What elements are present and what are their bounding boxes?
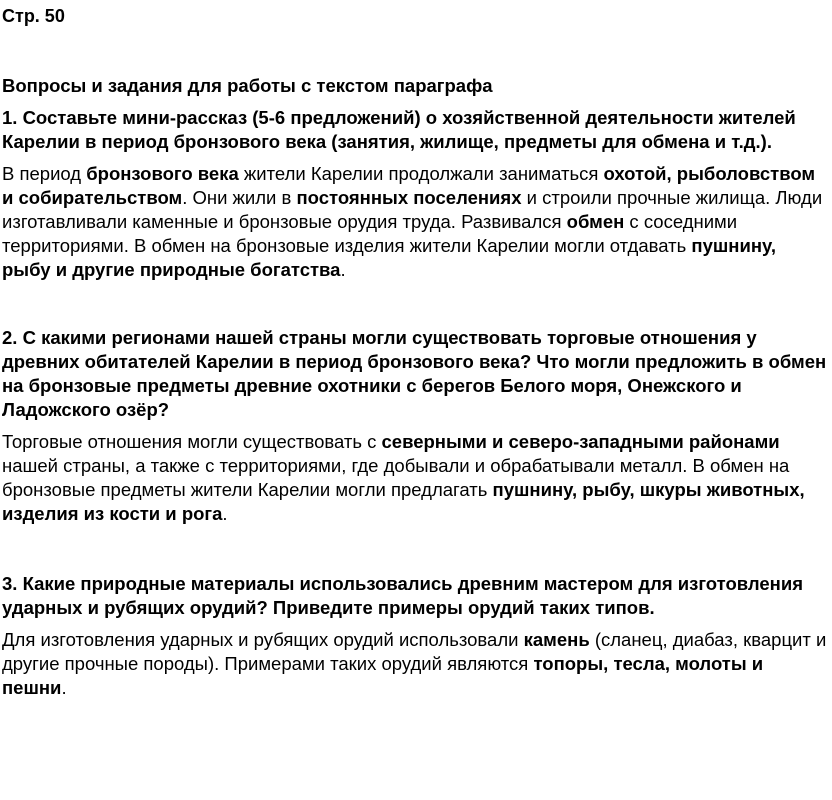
answer-highlight: обмен bbox=[566, 211, 625, 232]
answer-highlight: постоянных поселениях bbox=[296, 187, 522, 208]
answer-text: . Они жили в bbox=[182, 187, 297, 208]
answer-highlight: бронзового века bbox=[86, 163, 239, 184]
question-2: 2. С какими регионами нашей страны могли существовать торговые отношения у древних обитателей Карелии в период бронзового века? Что могли предложить в обмен на бронзовые предметы древние охотники с берегов Белого моря, Онежского и Ладожского озёр? bbox=[2, 327, 827, 420]
question-1: 1. Составьте мини-рассказ (5-6 предложений) о хозяйственной деятельности жителей Карелии в период бронзового века (занятия, жилище, предметы для обмена и т.д.). bbox=[2, 107, 796, 152]
answer-1 bbox=[2, 162, 828, 282]
answer-text: Для изготовления ударных и рубящих орудий использовали bbox=[2, 629, 524, 650]
answer-text: нашей страны, а также с территориями, где добывали и обрабатывали металл. В обмен на бронзовые предметы жители Карелии могли предлагать bbox=[2, 455, 790, 500]
answer-text: . bbox=[61, 677, 67, 698]
answer-text: и строили прочные жилища. Люди изготавливали каменные и бронзовые орудия труда. Развивался bbox=[2, 187, 823, 232]
answer-text: . bbox=[340, 259, 346, 280]
answer-highlight: северными и северо-западными районами bbox=[381, 431, 780, 452]
answer-text: В период bbox=[2, 163, 87, 184]
answer-text: . bbox=[222, 503, 228, 524]
answer-highlight: пушнину, рыбу и другие природные богатства bbox=[2, 235, 777, 280]
answer-text: с соседними территориями. В обмен на бронзовые изделия жители Карелии могли отдавать bbox=[2, 211, 738, 256]
answer-text: (сланец, диабаз, кварцит и другие прочные породы). Примерами таких орудий являются bbox=[2, 629, 827, 674]
question-3: 3. Какие природные материалы использовались древним мастером для изготовления ударных и рубящих орудий? Приведите примеры орудий таких типов. bbox=[2, 573, 804, 618]
answer-highlight: топоры, тесла, молоты и пешни bbox=[2, 653, 764, 698]
answer-highlight: пушнину, рыбу, шкуры животных, изделия из кости и рога bbox=[2, 479, 805, 524]
answer-3 bbox=[2, 628, 828, 700]
page-number-label: Стр. 50 bbox=[2, 6, 65, 26]
answer-highlight: камень bbox=[523, 629, 590, 650]
section-heading: Вопросы и задания для работы с текстом параграфа bbox=[2, 75, 493, 96]
answer-text: жители Карелии продолжали заниматься bbox=[238, 163, 604, 184]
answer-2 bbox=[2, 430, 828, 526]
answer-highlight: охотой, рыболовством и собирательством bbox=[2, 163, 816, 208]
answer-text: Торговые отношения могли существовать с bbox=[2, 431, 382, 452]
